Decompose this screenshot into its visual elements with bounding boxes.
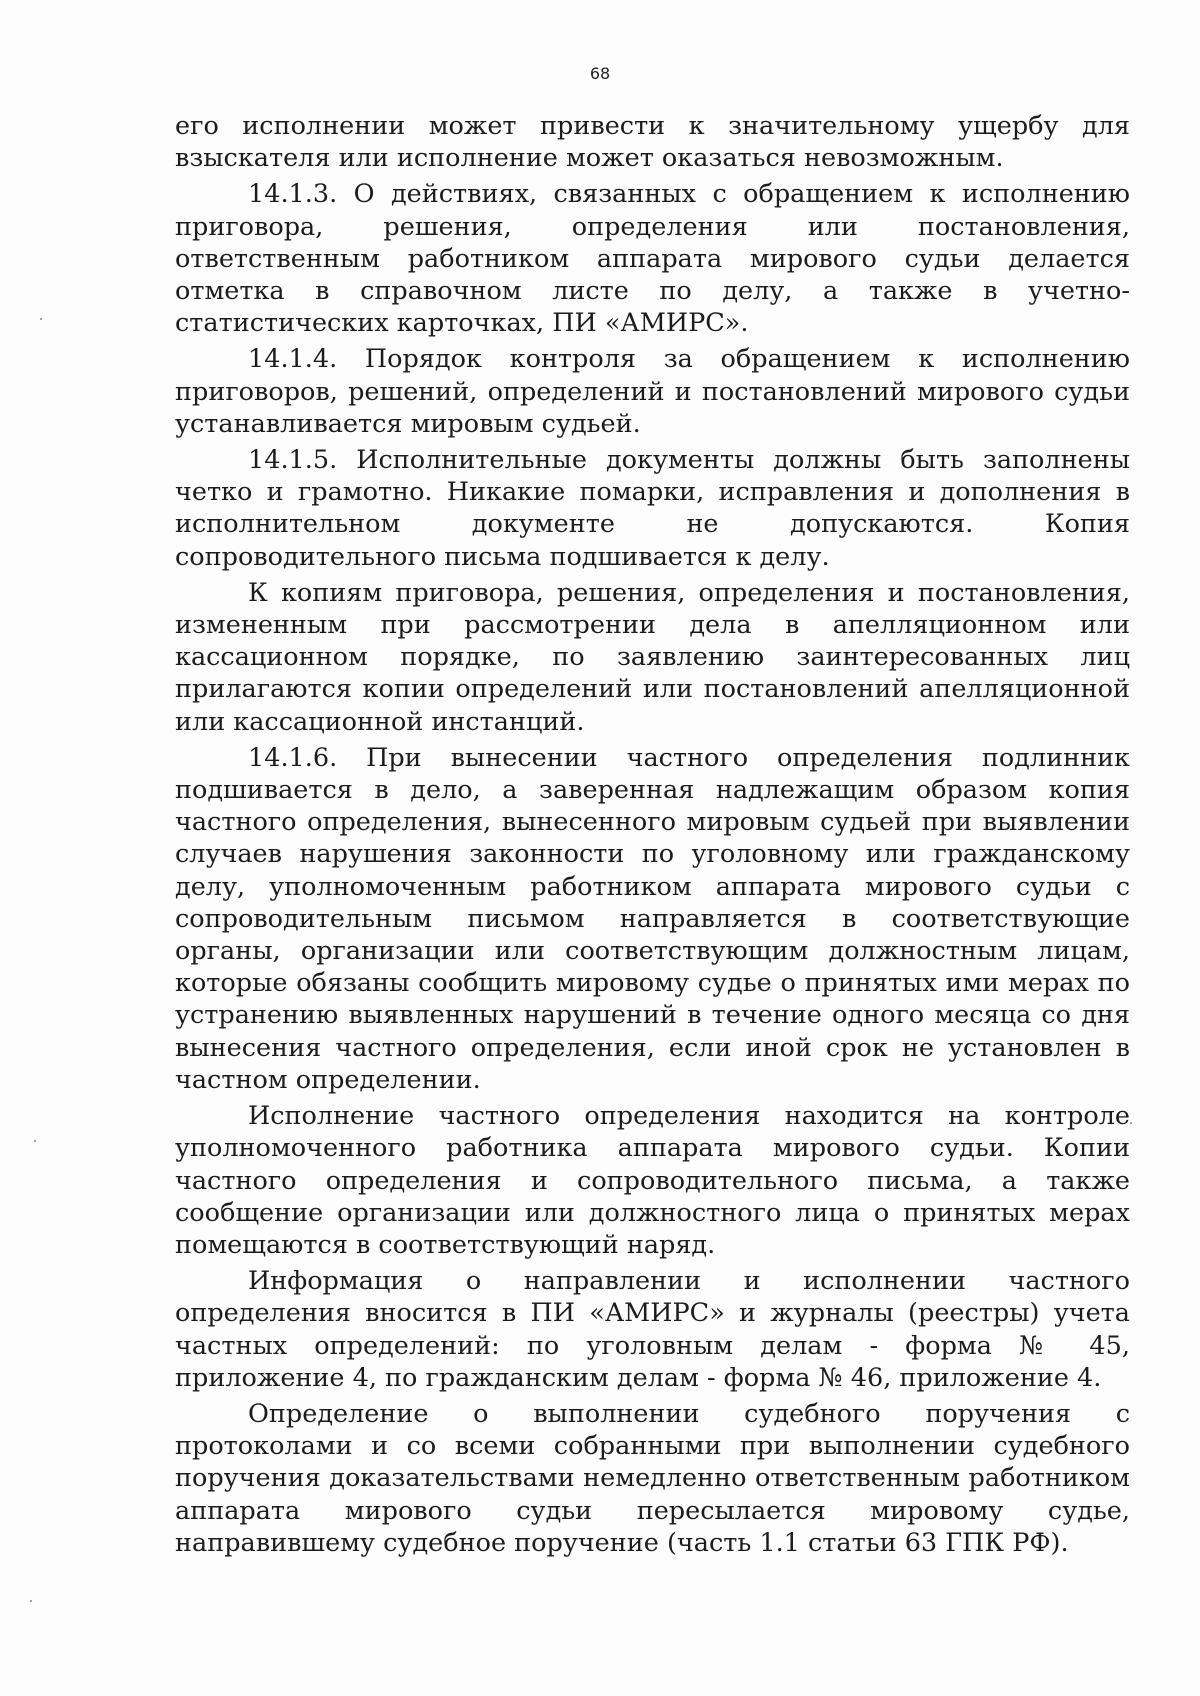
- scan-speck: [30, 1600, 32, 1602]
- scan-speck: [40, 318, 42, 320]
- paragraph-execution-control: Исполнение частного определения находится на контроле уполномоченного работника аппарата мирового судьи. Копии частного определения и сопроводительного письма, а также сообщение организации или должностного лица о принятых мерах помещаются в соответствующий наряд.: [175, 1101, 1130, 1260]
- paragraph-court-order-execution: Определение о выполнении судебного поручения с протоколами и со всеми собранными при выполнении судебного поручения доказательствами немедленно ответственным работником аппарата мирового судьи пересылается мировому судье, направившему судебное поручение (часть 1.1 статьи 63 ГПК РФ).: [175, 1398, 1130, 1558]
- paragraph-14-1-5: 14.1.5. Исполнительные документы должны быть заполнены четко и грамотно. Никакие помарки, исправления и дополнения в исполнительном документе не допускаются. Копия сопроводительного письма подшивается к делу.: [175, 445, 1130, 572]
- scan-speck: [1130, 1122, 1132, 1124]
- page-number: 68: [589, 64, 611, 83]
- paragraph-information-amirs: Информация о направлении и исполнении частного определения вносится в ПИ «АМИРС» и журналы (реестры) учета частных определений: по уголовным делам - форма № 45, приложение 4, по гражданским делам - форма № 46, приложение 4.: [175, 1266, 1130, 1393]
- paragraph-copies-of-sentence: К копиям приговора, решения, определения и постановления, измененным при рассмотрении дела в апелляционном или кассационном порядке, по заявлению заинтересованных лиц прилагаются копии определений или постановлений апелляционной или кассационной инстанций.: [175, 577, 1130, 737]
- paragraph-14-1-4: 14.1.4. Порядок контроля за обращением к исполнению приговоров, решений, определений и постановлений мирового судьи устанавливается мировым судьей.: [175, 344, 1130, 439]
- document-body: [175, 110, 1130, 1559]
- scan-speck: [34, 1140, 36, 1142]
- paragraph-14-1-6: 14.1.6. При вынесении частного определения подлинник подшивается в дело, а заверенная надлежащим образом копия частного определения, вынесенного мировым судьей при выявлении случаев нарушения законности по уголовному или гражданскому делу, уполномоченным работником аппарата мирового судьи с сопроводительным письмом направляется в соответствующие органы, организации или соответствующим должностным лицам, которые обязаны сообщить мировому судье о принятых ими мерах по устранению выявленных нарушений в течение одного месяца со дня вынесения частного определения, если иной срок не установлен в частном определении.: [175, 742, 1130, 1095]
- paragraph-continuation: его исполнении может привести к значительному ущербу для взыскателя или исполнение может оказаться невозможным.: [175, 111, 1130, 174]
- paragraph-14-1-3: 14.1.3. О действиях, связанных с обращением к исполнению приговора, решения, определения или постановления, ответственным работником аппарата мирового судьи делается отметка в справочном листе по делу, а также в учетно-статистических карточках, ПИ «АМИРС».: [175, 179, 1130, 339]
